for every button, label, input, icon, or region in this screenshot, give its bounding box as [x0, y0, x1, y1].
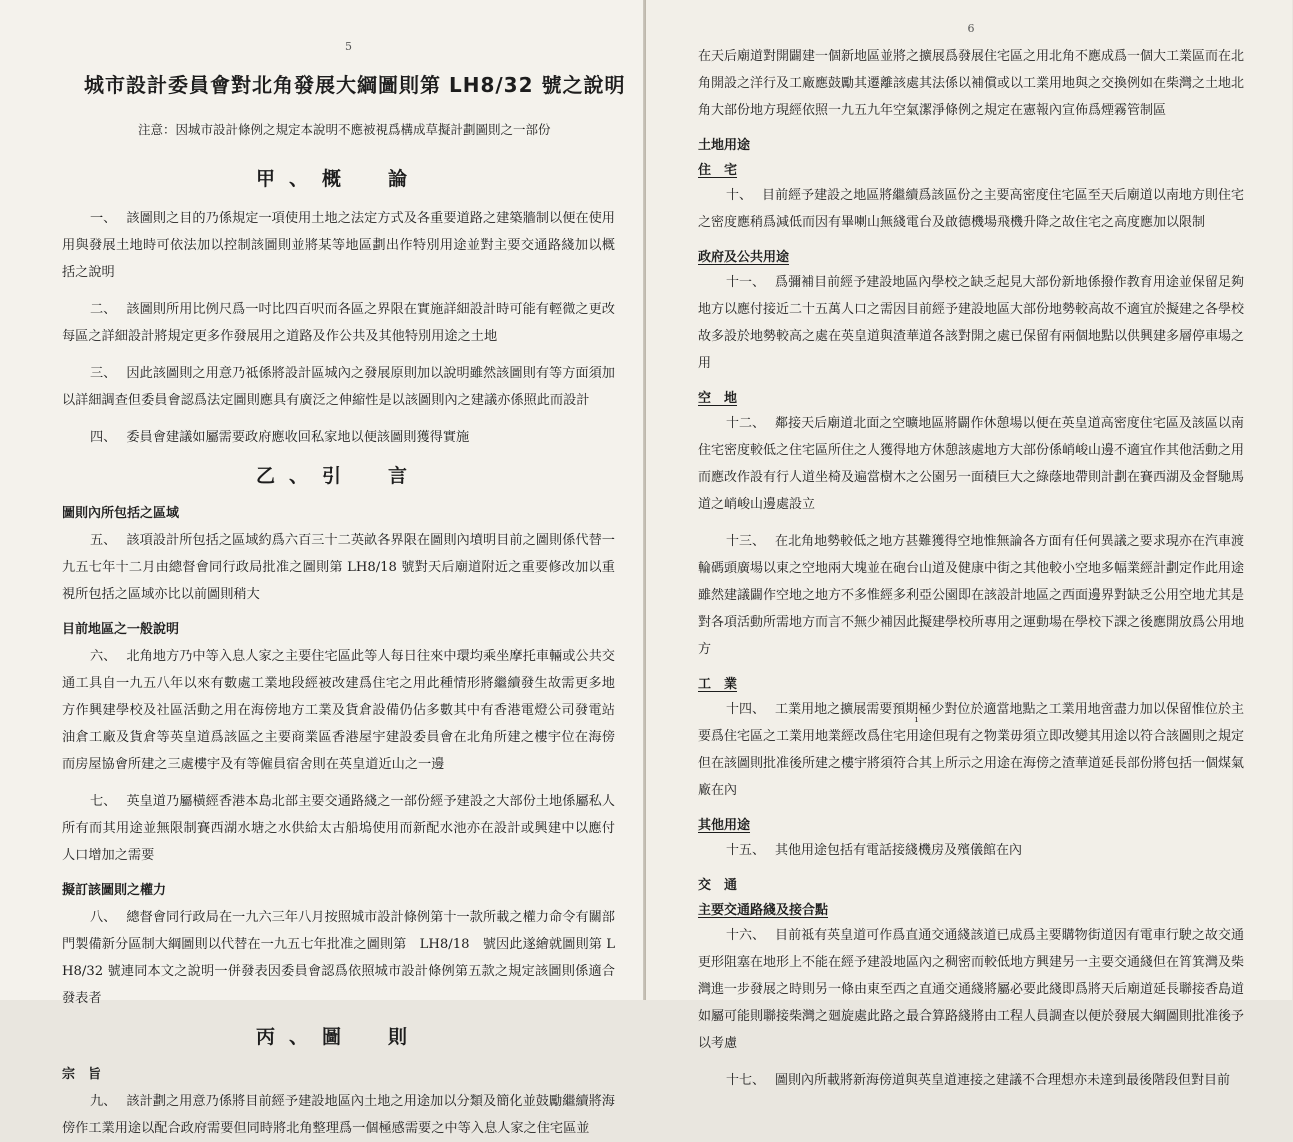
- paragraph-1: [62, 205, 615, 286]
- section-heading-plan: 丙、圖 則: [255, 1026, 421, 1048]
- paragraph-number: 三、: [90, 366, 117, 381]
- paragraph-8: [62, 904, 615, 1012]
- paragraph-number: 四、: [90, 430, 117, 445]
- paragraph-number: 十、: [726, 188, 753, 203]
- subheading-area: 圖則內所包括之區域: [62, 506, 180, 521]
- paragraph-5: [62, 527, 615, 608]
- paragraph-number: 七、: [90, 794, 117, 809]
- right-page: [646, 0, 1292, 1088]
- subheading-land-use: 土地用途: [698, 138, 751, 153]
- paragraph-text: 該圖則所用比例尺爲一吋比四百呎而各區之界限在實施詳細設計時可能有輕微之更改每區之詳細設計將規定更多作發展用之道路及作公共及其他特別用途之土地: [62, 302, 615, 344]
- subheading-traffic: 交 通: [698, 878, 738, 893]
- paragraph-9: [62, 1088, 615, 1142]
- paragraph-text: 該計劃之用意乃係將目前經予建設地區內土地之用途加以分類及簡化並鼓勵繼續將海傍作工業用途以配合政府需要但同時將北角整理爲一個極感需要之中等入息人家之住宅區並: [62, 1094, 615, 1136]
- paragraph-text: 工業用地之擴展需要預期極少對位於適當地點之工業用地啻盡力加以保留惟位於主要爲住宅區之工業用地業經改爲住宅用途但現有之物業毋須立即改變其用途以符合該圖則之規定但在該圖則批准後所建之樓宇將須符合其上所示之用途在海傍之渣華道延長部份將包括一個煤氣廠在內: [698, 702, 1245, 798]
- notice: 注意：因城市設計條例之規定本說明不應被視爲構成草擬計劃圖則之一部份: [138, 122, 551, 137]
- subheading-main-routes: 主要交通路綫及接合點: [698, 903, 829, 918]
- subheading-other-uses: 其他用途: [698, 818, 751, 833]
- stray-print-mark: ı: [915, 715, 918, 725]
- left-page: [0, 0, 646, 1136]
- paragraph-text: 目前祗有英皇道可作爲直通交通綫該道已成爲主要購物街道因有電車行駛之故交通更形阻塞在地形上不能在經予建設地區內之稠密而較低地方興建另一主要交通綫但在筲箕灣及柴灣進一步發展之時則另一條由東至西之直通交通綫將屬必要此綫即爲將天后廟道延長聯接香島道如屬可能則聯接柴灣之廻旋處此路之最合算路綫將由工程人員調查以便於發展大綱圖則批准後予以考慮: [698, 928, 1245, 1051]
- paragraph-text: 其他用途包括有電話接綫機房及殯儀館在內: [775, 843, 1023, 858]
- subheading-open-space: 空 地: [698, 391, 738, 406]
- subheading-government: 政府及公共用途: [698, 250, 790, 265]
- paragraph-number: 十四、: [726, 702, 766, 717]
- paragraph-number: 六、: [90, 649, 117, 664]
- paragraph-text: 該項設計所包括之區域約爲六百三十二英畝各界限在圖則內墳明目前之圖則係代替一九五七年十二月由總督會同行政局批准之圖則第 LH8/18 號對天后廟道附近之重要修改加以重視所包括之區域亦比以前圖則稍大: [62, 533, 615, 602]
- section-heading-overview: 甲、概 論: [255, 168, 421, 190]
- paragraph-number: 八、: [90, 910, 117, 925]
- paragraph-number: 十五、: [726, 843, 766, 858]
- paragraph-text: 圖則內所載將新海傍道與英皇道連接之建議不合理想亦未達到最後階段但對目前: [775, 1073, 1231, 1088]
- document-title: 城市設計委員會對北角發展大綱圖則第 LH8/32 號之說明: [84, 73, 626, 97]
- paragraph-number: 九、: [90, 1094, 117, 1109]
- paragraph-number: 十一、: [726, 275, 766, 290]
- paragraph-7: [62, 788, 615, 869]
- paragraph-4: [62, 424, 615, 451]
- page-number: 6: [967, 22, 975, 35]
- paragraph-number: 十七、: [726, 1073, 766, 1088]
- subheading-industry: 工 業: [698, 677, 738, 692]
- paragraph-text: 爲彌補目前經予建設地區內學校之缺乏起見大部份新地係撥作教育用途並保留足夠地方以應付接近二十五萬人口之需因目前經予建設地區大部份地勢較高故不適宜於擬建之各學校故多設於地勢較高之處在英皇道與渣華道各該對開之處已保留有兩個地點以供興建多層停車場之用: [698, 275, 1245, 371]
- paragraph-text: 在北角地勢較低之地方甚難獲得空地惟無論各方面有任何異議之要求現亦在汽車渡輪碼頭廣場以東之空地兩大塊並在砲台山道及健康中街之其他較小空地多幅業經計劃定作此用途雖然建議闢作空地之地方不多惟經多利亞公園即在該設計地區之西面邊界對缺乏公用空地尤其是對各項活動所需地方而言不無少補因此擬建學校所專用之運動場在學校下課之後應開放爲公用地方: [698, 534, 1245, 657]
- paragraph-number: 十二、: [726, 416, 766, 431]
- paragraph-11: [698, 269, 1244, 377]
- paragraph-number: 十六、: [726, 928, 766, 943]
- paragraph-text: 總督會同行政局在一九六三年八月按照城市設計條例第十一款所載之權力命令有關部門製備新分區制大綱圖則以代替在一九五七年批准之圖則第 LH8/18 號因此遂繪就圖則第 LH8/32 號連同本文之說明一併發表因委員會認爲依照城市設計條例第五款之規定該圖則係適合發表者: [62, 910, 615, 1006]
- section-heading-introduction: 乙、引 言: [255, 465, 421, 487]
- paragraph-text: 鄰接天后廟道北面之空曠地區將闢作休憩場以便在英皇道高密度住宅區及該區以南住宅密度較低之住宅區所住之人獲得地方休憩該處地方大部份係峭峻山邊不適宜作其他活動之用而應改作設有行人道坐椅及遍當樹木之公園另一面積巨大之綠蔭地帶則計劃在賽西湖及金督馳馬道之峭峻山邊處設立: [698, 416, 1245, 512]
- page-number: 5: [345, 40, 352, 53]
- paragraph-10: [698, 182, 1244, 236]
- paragraph-text: 該圖則之目的乃係規定一項使用土地之法定方式及各重要道路之建築牆制以便在使用用與發展土地時可依法加以控制該圖則並將某等地區劃出作特別用途並對主要交通路綫加以概括之說明: [62, 211, 615, 280]
- paragraph-13: [698, 528, 1244, 663]
- paragraph-number: 一、: [90, 211, 117, 226]
- paragraph-intro-continued: 在天后廟道對開闢建一個新地區並將之擴展爲發展住宅區之用北角不應成爲一個大工業區而在北角開設之洋行及工廠應鼓勵其遷離該處其法係以補償或以工業用地與之交換例如在柴灣之土地北角大部份地方現經依照一九五九年空氣潔淨條例之規定在憲報內宣佈爲煙霧管制區: [698, 49, 1245, 118]
- paragraph-16: [698, 922, 1244, 1057]
- subheading-residential: 住 宅: [698, 163, 738, 178]
- paragraph-text: 北角地方乃中等入息人家之主要住宅區此等人每日往來中環均乘坐摩托車輛或公共交通工具自一九五八年以來有數處工業地段經被改建爲住宅之用此種情形將繼續發生故需更多地方作興建學校及社區活動之用在海傍地方工業及貨倉設備仍佔多數其中有香港電燈公司發電站油倉工廠及貨倉等英皇道爲該區之主要商業區香港屋宇建設委員會在北角所建之樓宇位在海傍而房屋協會所建之三處樓宇及有等僱員宿舍則在英皇道近山之一邊: [62, 649, 615, 772]
- paragraph-text: 因此該圖則之用意乃祗係將設計區城內之發展原則加以說明雖然該圖則有等方面須加以詳細調查但委員會認爲法定圖則應具有廣泛之伸縮性是以該圖則內之建議亦係照此而設計: [62, 366, 615, 408]
- subheading-general: 目前地區之一般說明: [62, 622, 180, 637]
- paragraph-6: [62, 643, 615, 778]
- paragraph-text: 委員會建議如屬需要政府應收回私家地以便該圖則獲得實施: [126, 430, 470, 445]
- subheading-purpose: 宗 旨: [62, 1067, 102, 1082]
- paragraph-text: 目前經予建設之地區將繼續爲該區份之主要高密度住宅區至天后廟道以南地方則住宅之密度應稍爲減低而因有畢喇山無綫電台及啟德機場飛機升降之故住宅之高度應加以限制: [698, 188, 1244, 230]
- subheading-authority: 擬訂該圖則之權力: [62, 883, 167, 898]
- paragraph-number: 十三、: [726, 534, 766, 549]
- paragraph-text: 英皇道乃屬橫經香港本島北部主要交通路綫之一部份經予建設之大部份土地係屬私人所有而其用途並無限制賽西湖水塘之水供給太古船塢使用而新配水池亦在設計或興建中以應付人口增加之需要: [62, 794, 615, 863]
- paragraph-14: [698, 696, 1244, 804]
- paragraph-number: 五、: [90, 533, 117, 548]
- paragraph-17: [698, 1067, 1244, 1094]
- paragraph-number: 二、: [90, 302, 117, 317]
- paragraph-15: [698, 837, 1244, 864]
- paragraph-12: [698, 410, 1244, 518]
- paragraph-3: [62, 360, 615, 414]
- paragraph-2: [62, 296, 615, 350]
